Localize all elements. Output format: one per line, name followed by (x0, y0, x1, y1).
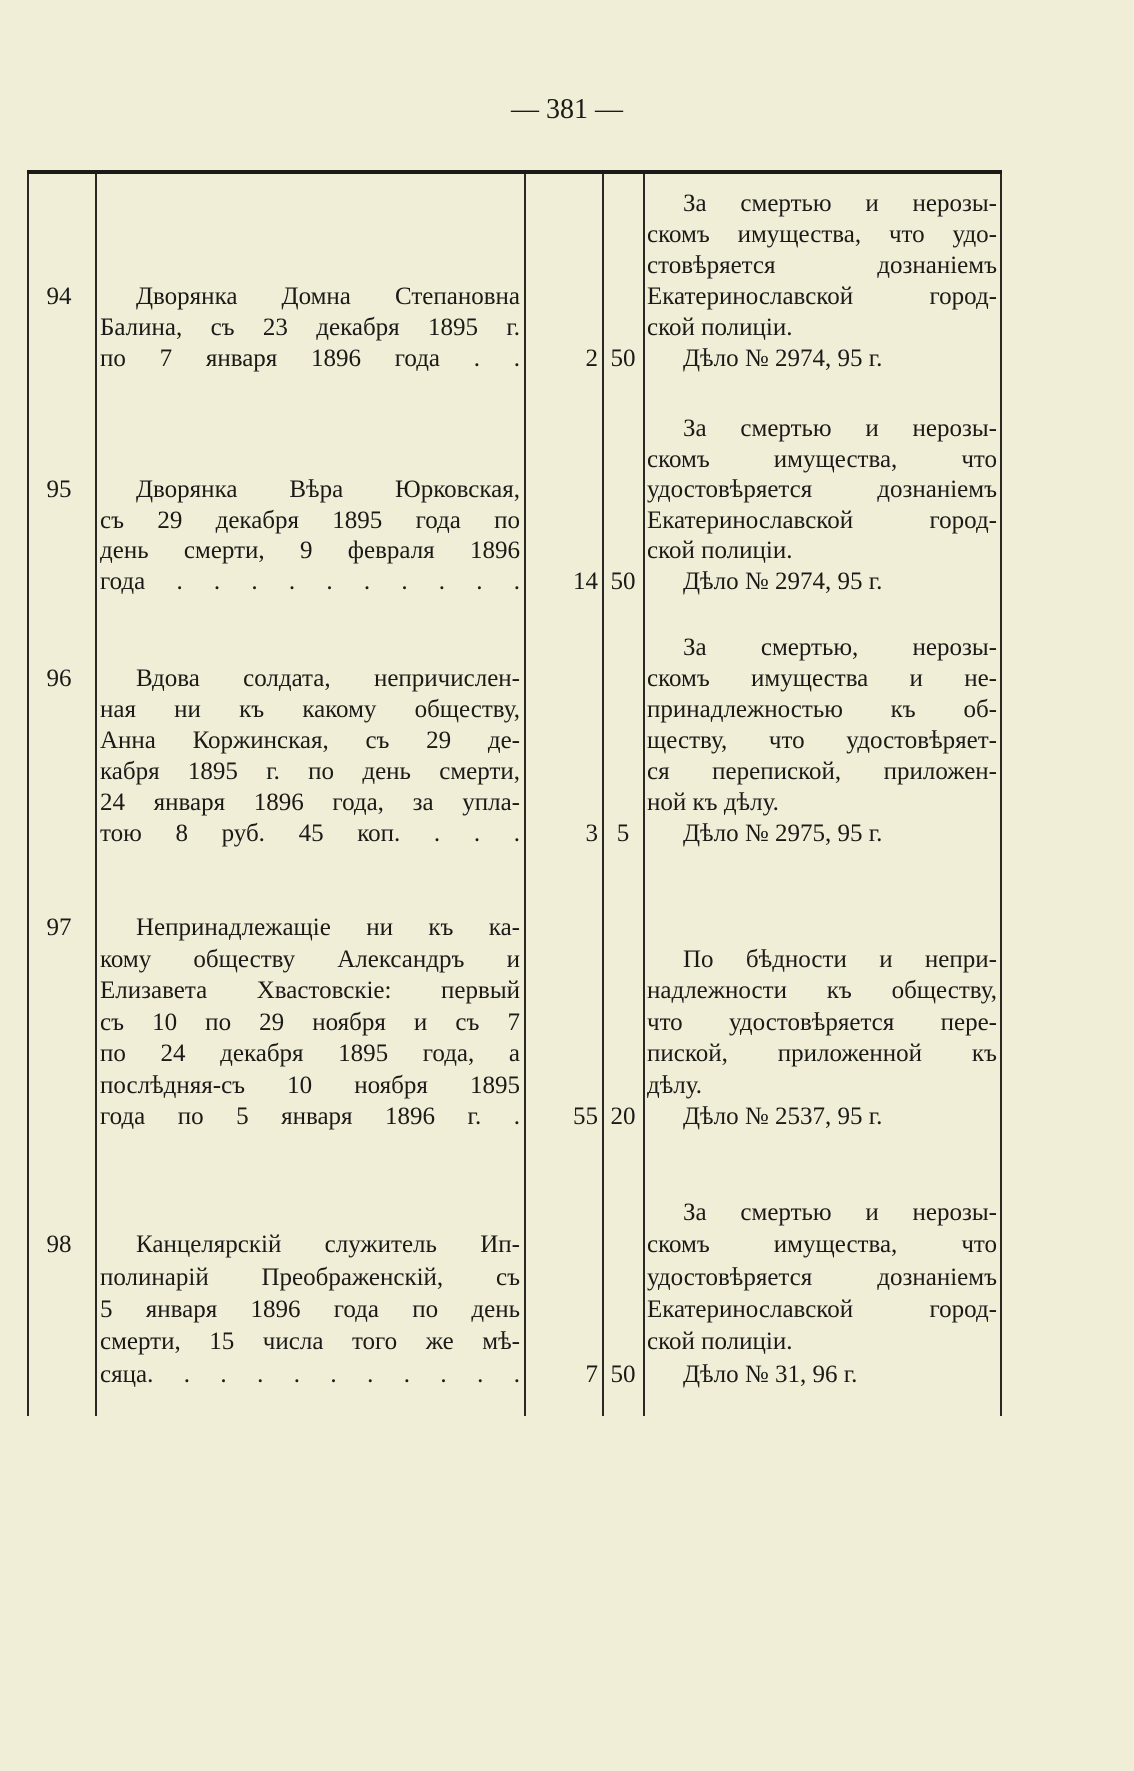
reason-line: ществу, что удостовѣряет- (647, 727, 997, 754)
reason-line: Екатеринославской город- (647, 1295, 997, 1323)
reason-line: Екатеринославской город- (647, 283, 997, 310)
entry-number: 98 (46, 1231, 72, 1259)
entry-description-line: съ 10 по 29 ноября и съ 7 (100, 1008, 520, 1036)
entry-description-line: тою 8 руб. 45 коп. . . . (100, 820, 520, 847)
entry-description-line: полинарій Преображенскій, съ (100, 1263, 520, 1291)
reason-line: По бѣдности и непри- (683, 945, 997, 973)
reason-line: скомъ имущества, что удо- (647, 221, 997, 248)
entry-description-line: года по 5 января 1896 г. . (100, 1103, 520, 1130)
amount-rubles: 14 (573, 567, 598, 595)
reason-line: что удостовѣряется пере- (647, 1008, 997, 1036)
entry-description-line: Елизавета Хвастовскіе: первый (100, 977, 520, 1004)
entry-description-line: года . . . . . . . . . . (100, 567, 520, 595)
entry-description-line: кому обществу Александръ и (100, 945, 520, 973)
reason-line: стовѣряется дознаніемъ (647, 252, 997, 279)
reason-line: пиской, приложенной къ (647, 1040, 997, 1067)
reason-line: ской полиціи. (647, 537, 793, 564)
reason-line: ской полиціи. (647, 1328, 793, 1356)
reason-line: ся перепиской, приложен- (647, 758, 997, 785)
amount-rubles: 2 (585, 345, 598, 372)
entry-description-line: сяца. . . . . . . . . . . (100, 1360, 520, 1388)
case-reference: Дѣло № 2974, 95 г. (683, 345, 883, 372)
amount-kopecks: 50 (610, 345, 636, 372)
entry-description-line: по 7 января 1896 года . . (100, 345, 520, 372)
reason-line: дѣлу. (647, 1071, 703, 1099)
entry-description-line: съ 29 декабря 1895 года по (100, 506, 520, 534)
table-top-rule (27, 170, 1002, 174)
entry-description-line: Непринадлежащіе ни къ ка- (136, 914, 520, 941)
reason-line: скомъ имущества и не- (647, 665, 997, 692)
entry-number: 97 (46, 914, 72, 941)
entry-number: 94 (46, 283, 72, 310)
entry-number: 96 (46, 665, 72, 692)
reason-line: ской полиціи. (647, 314, 793, 341)
entry-description-line: Дворянка Вѣра Юрковская, (136, 476, 520, 503)
reason-line: ной къ дѣлу. (647, 789, 779, 816)
amount-kopecks: 5 (616, 820, 630, 847)
entry-number: 95 (46, 476, 72, 503)
case-reference: Дѣло № 31, 96 г. (683, 1360, 858, 1388)
reason-line: скомъ имущества, что (647, 445, 997, 473)
column-divider (524, 174, 526, 1416)
reason-line: Екатеринославской город- (647, 506, 997, 534)
entry-description-line: послѣдняя-съ 10 ноября 1895 (100, 1071, 520, 1099)
case-reference: Дѣло № 2974, 95 г. (683, 567, 883, 595)
entry-description-line: ная ни къ какому обществу, (100, 696, 520, 723)
entry-description-line: кабря 1895 г. по день смерти, (100, 758, 520, 785)
entry-description-line: день смерти, 9 февраля 1896 (100, 537, 520, 564)
amount-rubles: 3 (585, 820, 598, 847)
entry-description-line: 24 января 1896 года, за упла- (100, 789, 520, 816)
entry-description-line: Дворянка Домна Степановна (136, 283, 520, 310)
amount-rubles: 55 (573, 1103, 598, 1130)
reason-line: надлежности къ обществу, (647, 977, 997, 1004)
entry-description-line: смерти, 15 числа того же мѣ- (100, 1328, 520, 1356)
column-divider (1000, 174, 1002, 1416)
amount-kopecks: 20 (610, 1103, 636, 1130)
reason-line: За смертью и нерозы- (683, 1199, 997, 1226)
case-reference: Дѣло № 2537, 95 г. (683, 1103, 883, 1130)
case-reference: Дѣло № 2975, 95 г. (683, 820, 883, 847)
entry-description-line: Канцелярскій служитель Ип- (136, 1231, 520, 1259)
amount-rubles: 7 (585, 1360, 598, 1388)
amount-kopecks: 50 (610, 1360, 636, 1388)
reason-line: принадлежностью къ об- (647, 696, 997, 723)
reason-line: За смертью и нерозы- (683, 415, 997, 442)
amount-kopecks: 50 (610, 567, 636, 595)
entry-description-line: Балина, съ 23 декабря 1895 г. (100, 314, 520, 341)
entry-description-line: по 24 декабря 1895 года, а (100, 1040, 520, 1067)
column-divider (95, 174, 97, 1416)
column-divider (643, 174, 645, 1416)
reason-line: удостовѣряется дознаніемъ (647, 1263, 997, 1291)
reason-line: За смертью, нерозы- (683, 634, 997, 661)
page-number: — 381 — (511, 94, 623, 125)
entry-description-line: Анна Коржинская, съ 29 де- (100, 727, 520, 754)
entry-description-line: Вдова солдата, непричислен- (136, 665, 520, 692)
reason-line: удостовѣряется дознаніемъ (647, 476, 997, 503)
column-divider (27, 174, 29, 1416)
entry-description-line: 5 января 1896 года по день (100, 1295, 520, 1323)
reason-line: За смертью и нерозы- (683, 190, 997, 217)
reason-line: скомъ имущества, что (647, 1231, 997, 1259)
